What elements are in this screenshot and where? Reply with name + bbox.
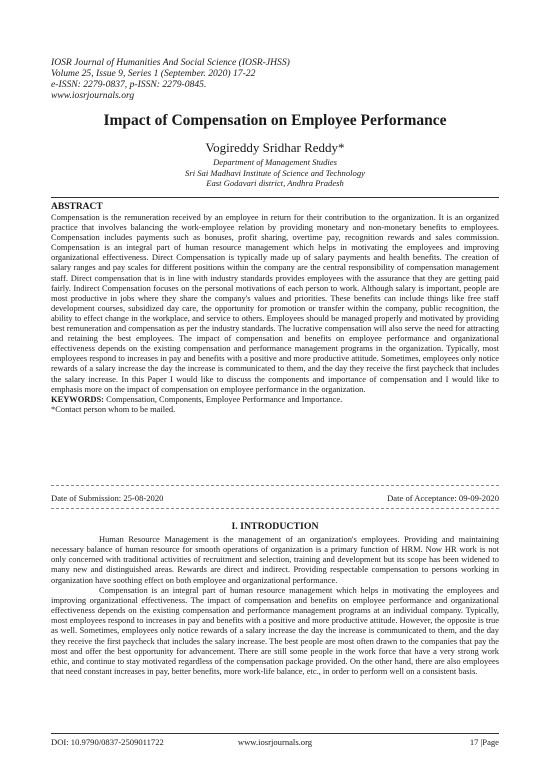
affiliation-institute: Sri Sai Madhavi Institute of Science and Technology <box>185 167 365 178</box>
abstract-top-rule <box>51 197 499 198</box>
section-heading: I. INTRODUCTION <box>231 521 319 532</box>
keywords-label: KEYWORDS: <box>51 393 104 404</box>
footer-doi: DOI: 10.9790/0837-2509011722 <box>51 737 164 747</box>
footer-rule <box>51 733 499 734</box>
keywords-text: Compensation, Components, Employee Performance and Importance. <box>103 393 343 404</box>
dates-bottom-rule <box>51 508 499 509</box>
acceptance-date: Date of Acceptance: 09-09-2020 <box>387 493 499 503</box>
journal-website: www.iosrjournals.org <box>51 90 135 101</box>
dates-row <box>51 493 499 503</box>
abstract-text: Compensation is the remuneration received by an employee in return for their contribution to the organization. It is an organized practice that involves balancing the work-employee relation by providing monetary and non-monetary benefits to employees. Compensation includes payments such as bonuses, profit sharing, overtime pay, recognition rewards and sales commission. Compensation is an integral part of human resource management which helps in motivating the employees and improving organizational effectiveness. Direct Compensation is typically made up of salary payments and health benefits. The creation of salary ranges and pay scales for different positions within the company are the central responsibility of compensation management staff. Direct compensation that is in line with industry standards provides employees with the assurance that they are getting paid fairly. Indirect Compensation focuses on the personal motivations of each person to work. Although salary is important, people are most productive in jobs where they share the company's values and priorities. These benefits can include things like free staff development courses, subsidized day care, the opportunity for promotion or transfer within the company, public recognition, the ability to effect change in the workplace, and service to others. Employees should be managed properly and motivated by providing best remuneration and compensation as per the industry standards. The lucrative compensation will also serve the need for attracting and retaining the best employees. The impact of compensation and benefits on employee performance and organizational effectiveness depends on the existing compensation and performance management programs in the organization. Typically, most employees respond to increases in pay and benefits with a positive and more productive attitude. Sometimes, employees only notice rewards of a salary increase the day the increase is communicated to them, and the day they receive the first paycheck that includes the salary increase. In this Paper I would like to discuss the components and importance of compensation and I would like to emphasis more on the impact of compensation on employee performance in the organization. <box>51 212 499 394</box>
journal-name: IOSR Journal of Humanities And Social Science (IOSR-JHSS) <box>51 57 290 68</box>
keywords-line <box>51 394 499 404</box>
page-footer <box>51 737 499 747</box>
footer-page-number: 17 |Page <box>469 737 499 747</box>
author-name: Vogireddy Sridhar Reddy* <box>205 140 345 155</box>
footer-website: www.iosrjournals.org <box>237 737 313 747</box>
author-affiliation <box>0 157 550 189</box>
introduction-body <box>51 534 499 676</box>
journal-issn: e-ISSN: 2279-0837, p-ISSN: 2279-0845. <box>51 79 207 90</box>
paper-title: Impact of Compensation on Employee Performance <box>103 112 447 129</box>
submission-date: Date of Submission: 25-08-2020 <box>51 493 164 503</box>
contact-note: *Contact person whom to be mailed. <box>51 403 176 414</box>
journal-volume: Volume 25, Issue 9, Series 1 (September. 2020) 17-22 <box>51 68 256 79</box>
affiliation-location: East Godavari district, Andhra Pradesh <box>206 178 344 188</box>
journal-header <box>51 57 290 101</box>
affiliation-department: Department of Management Studies <box>213 157 337 167</box>
intro-paragraph-1: Human Resource Management is the management of an organization's employees. Providing and maintaining necessary balance of human resource for smooth operations of organization is a primary function of HRM. Now HR work is not only concerned with traditional activities of recruitment and selection, training and development but its scope has been widened to many new and distinguished areas. Rewards are direct and indirect. Providing respectable compensation to persons working in organization have soothing effect on both employee and organizational performance. <box>51 534 499 585</box>
abstract-heading: ABSTRACT <box>51 202 103 212</box>
dates-top-rule <box>51 485 499 486</box>
intro-paragraph-2: Compensation is an integral part of human resource management which helps in motivating the employees and improving organizational effectiveness. The impact of compensation and benefits on employee performance and organizational effectiveness depends on the existing compensation and performance management programs at an individual company. Typically, most employees respond to increases in pay and benefits with a positive and more productive attitude. However, the opposite is true as well. Sometimes, employees only notice rewards of a salary increase the day the increase is communicated to them, and the day they receive the first paycheck that includes the salary increase. The best people are most often drawn to the companies that pay the most and offer the best opportunity for advancement. There are still some people in the work force that have a very strong work ethic, and continue to stay motivated regardless of the compensation package provided. On the other hand, there are also employees that need constant increases in pay, better benefits, more work-life balance, etc., in order to perform well on a consistent basis. <box>51 584 499 677</box>
abstract-block <box>51 212 499 414</box>
